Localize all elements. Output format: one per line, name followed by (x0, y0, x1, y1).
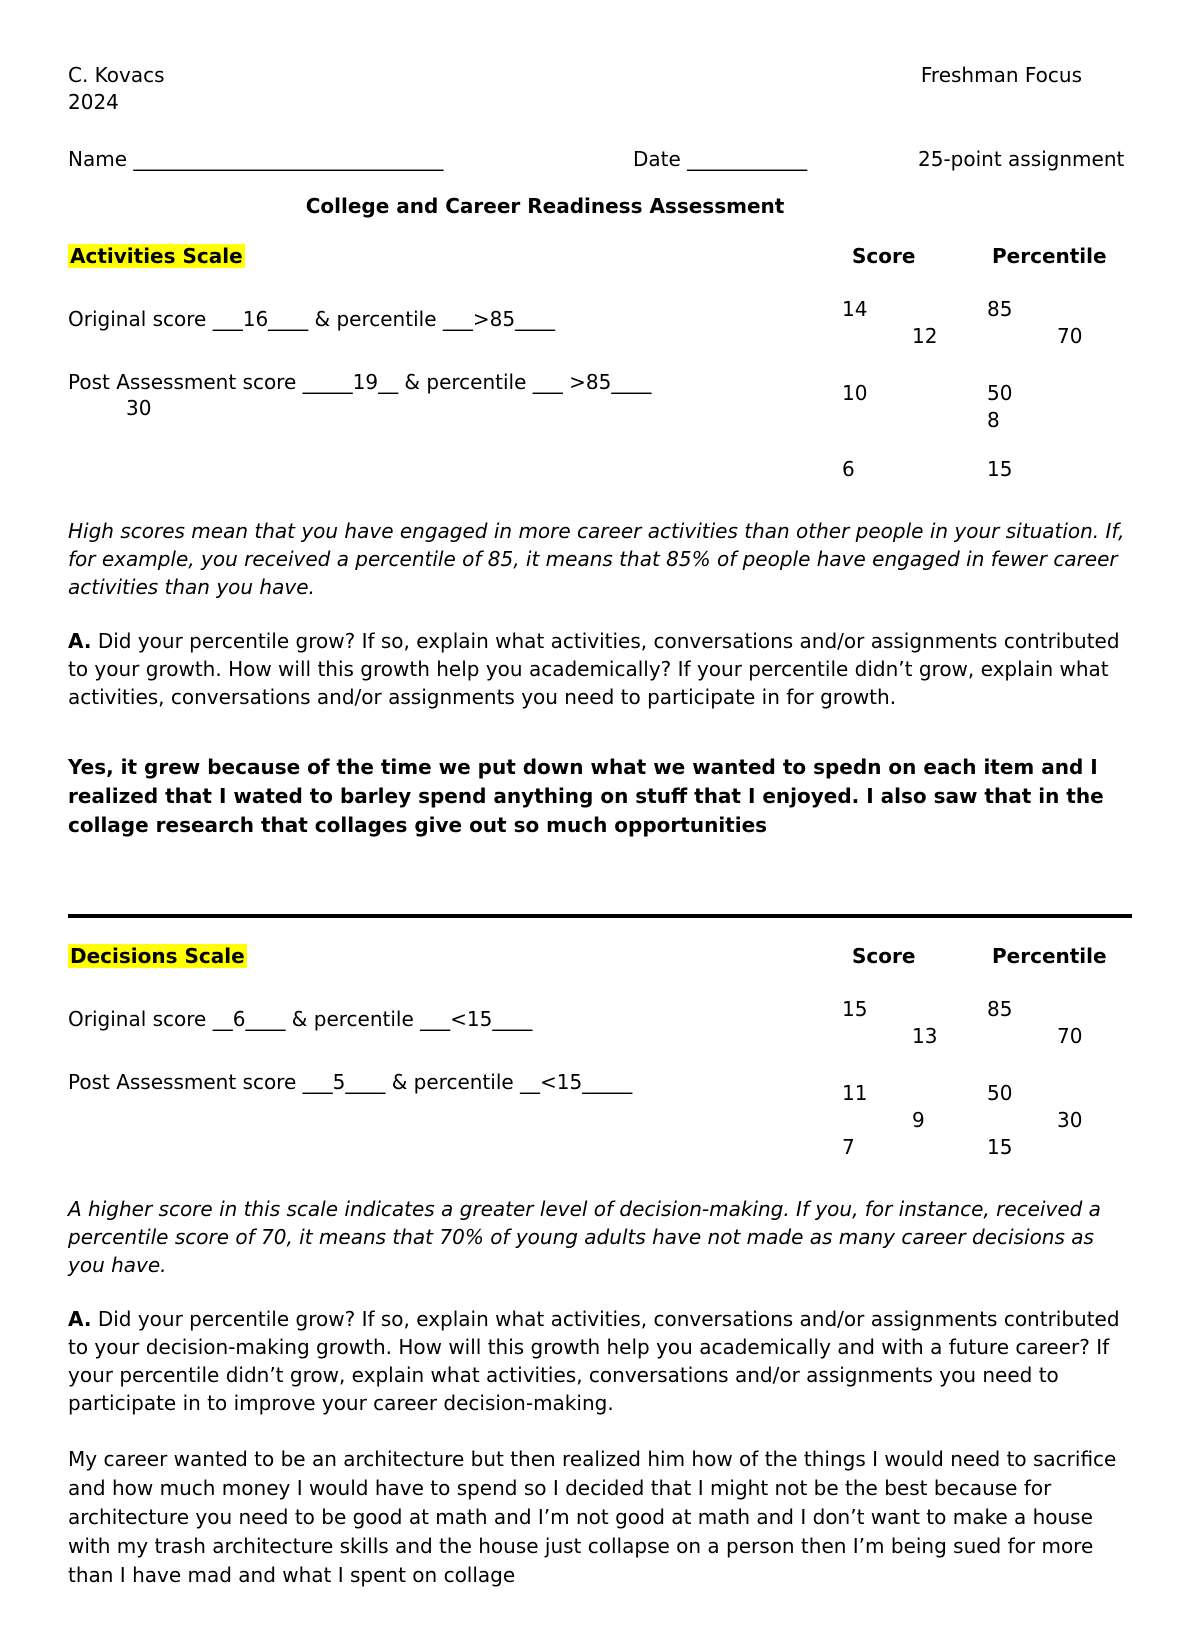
percentile-value: 15 (987, 1135, 1013, 1159)
score-value (842, 1107, 912, 1134)
document-header (68, 62, 1132, 116)
percentile-value-alt (1057, 380, 1127, 407)
score-value-alt (912, 1080, 987, 1107)
decisions-post-score[interactable]: Post Assessment score ___5____ & percentile __<15_____ (68, 1070, 633, 1094)
question-label: A. (68, 1307, 92, 1331)
percentile-value-alt (1057, 1080, 1127, 1107)
decisions-section (68, 944, 1132, 1590)
score-value (842, 323, 912, 350)
decisions-body (68, 968, 1132, 1161)
percentile-value-alt (1057, 407, 1127, 434)
score-value: 11 (842, 1081, 868, 1105)
score-value: 14 (842, 297, 868, 321)
percentile-value-alt (1057, 996, 1127, 1023)
table-row (842, 1134, 1132, 1161)
table-row (842, 996, 1132, 1023)
score-value: 15 (842, 997, 868, 1021)
name-field[interactable]: Name _______________________________ (68, 147, 444, 171)
decisions-score-table (842, 968, 1132, 1161)
score-value-alt: 9 (912, 1108, 925, 1132)
activities-post-extra: 30 (126, 396, 152, 420)
score-value-alt (912, 996, 987, 1023)
score-value: 7 (842, 1135, 855, 1159)
column-header-percentile: Percentile (992, 244, 1107, 268)
row-gap (842, 1050, 1132, 1080)
table-row (842, 323, 1132, 350)
section-divider (68, 914, 1132, 918)
activities-body (68, 268, 1132, 483)
score-value (842, 1023, 912, 1050)
activities-scale-header (68, 244, 1132, 268)
activities-explanation-note: High scores mean that you have engaged in more career activities than other people in your situation. If, for example, you received a percentile of 85, it means that 85% of people have engaged in fewer career activities than you have. (68, 519, 1125, 599)
percentile-value-alt (1057, 456, 1127, 483)
percentile-value (987, 323, 1057, 350)
percentile-value: 50 (987, 381, 1013, 405)
score-value-alt: 13 (912, 1024, 938, 1048)
activities-section (68, 244, 1132, 840)
percentile-value: 50 (987, 1081, 1013, 1105)
activities-post-score[interactable]: Post Assessment score _____19__ & percentile ___ >85____ (68, 370, 652, 394)
percentile-value: 85 (987, 997, 1013, 1021)
percentile-value-alt: 70 (1057, 1024, 1083, 1048)
percentile-value (987, 1023, 1057, 1050)
column-header-percentile: Percentile (992, 944, 1107, 968)
percentile-value (987, 1107, 1057, 1134)
percentile-value-alt: 70 (1057, 324, 1083, 348)
score-value-alt (912, 296, 987, 323)
score-value-alt: 12 (912, 324, 938, 348)
score-value-alt (912, 380, 987, 407)
decisions-original-score[interactable]: Original score __6____ & percentile ___<15____ (68, 1007, 533, 1031)
author-name: C. Kovacs (68, 63, 165, 87)
column-header-score: Score (852, 944, 916, 968)
decisions-scale-title: Decisions Scale (70, 944, 245, 968)
date-field[interactable]: Date ____________ (633, 147, 808, 171)
course-name: Freshman Focus (920, 63, 1082, 87)
percentile-value: 85 (987, 297, 1013, 321)
question-text: Did your percentile grow? If so, explain what activities, conversations and/or assignments contributed to your growth. How will this growth help you academically? If your percentile didn’t grow, explain what activities, conversations and/or assignments you need to participate in for growth. (68, 629, 1120, 709)
table-row (842, 456, 1132, 483)
document-year: 2024 (68, 90, 119, 114)
activities-score-lines (68, 268, 842, 420)
percentile-value: 8 (987, 408, 1000, 432)
decisions-answer[interactable]: My career wanted to be an architecture but then realized him how of the things I would need to sacrifice and how much money I would have to spend so I decided that I might not be the best because for architecture you need to be good at math and I’m not good at math and I don’t want to make a house with my trash architecture skills and the house just collapse on a person then I’m being sued for more than I have mad and what I spent on collage (68, 1447, 1117, 1587)
decisions-score-lines (68, 968, 842, 1096)
row-gap (842, 434, 1132, 456)
decisions-scale-header (68, 944, 1132, 968)
percentile-value-alt: 30 (1057, 1108, 1083, 1132)
page-title: College and Career Readiness Assessment (305, 194, 785, 218)
percentile-value-alt (1057, 296, 1127, 323)
activities-scale-title: Activities Scale (70, 244, 243, 268)
row-gap (842, 350, 1132, 380)
table-row (842, 380, 1132, 407)
activities-original-score[interactable]: Original score ___16____ & percentile ___>85____ (68, 307, 556, 331)
table-row (842, 1023, 1132, 1050)
name-date-row (68, 146, 1132, 172)
percentile-value-alt (1057, 1134, 1127, 1161)
percentile-value: 15 (987, 457, 1013, 481)
activities-score-table (842, 268, 1132, 483)
score-value-alt (912, 1134, 987, 1161)
decisions-question (68, 1305, 1132, 1417)
header-left (68, 62, 165, 116)
score-value: 6 (842, 457, 855, 481)
question-label: A. (68, 629, 92, 653)
decisions-explanation-note: A higher score in this scale indicates a greater level of decision-making. If you, for instance, received a percentile score of 70, it means that 70% of young adults have not made as many career decisions as you have. (68, 1197, 1101, 1277)
table-row (842, 296, 1132, 323)
question-text: Did your percentile grow? If so, explain what activities, conversations and/or assignments contributed to your decision-making growth. How will this growth help you academically and with a future career? If your percentile didn’t grow, explain what activities, conversations and/or assignments you need to participate in to improve your career decision-making. (68, 1307, 1120, 1415)
table-row (842, 1080, 1132, 1107)
table-row (842, 1107, 1132, 1134)
header-right (921, 62, 1132, 89)
points-label: 25-point assignment (918, 147, 1125, 171)
score-value-alt (912, 456, 987, 483)
activities-answer[interactable]: Yes, it grew because of the time we put down what we wanted to spedn on each item and I realized that I wated to barley spend anything on stuff that I enjoyed. I also saw that in the collage research that collages give out so much opportunities (68, 755, 1104, 837)
table-row (842, 407, 1132, 434)
score-value (842, 407, 912, 434)
activities-question (68, 627, 1132, 711)
score-value: 10 (842, 381, 868, 405)
score-value-alt (912, 407, 987, 434)
column-header-score: Score (852, 244, 916, 268)
